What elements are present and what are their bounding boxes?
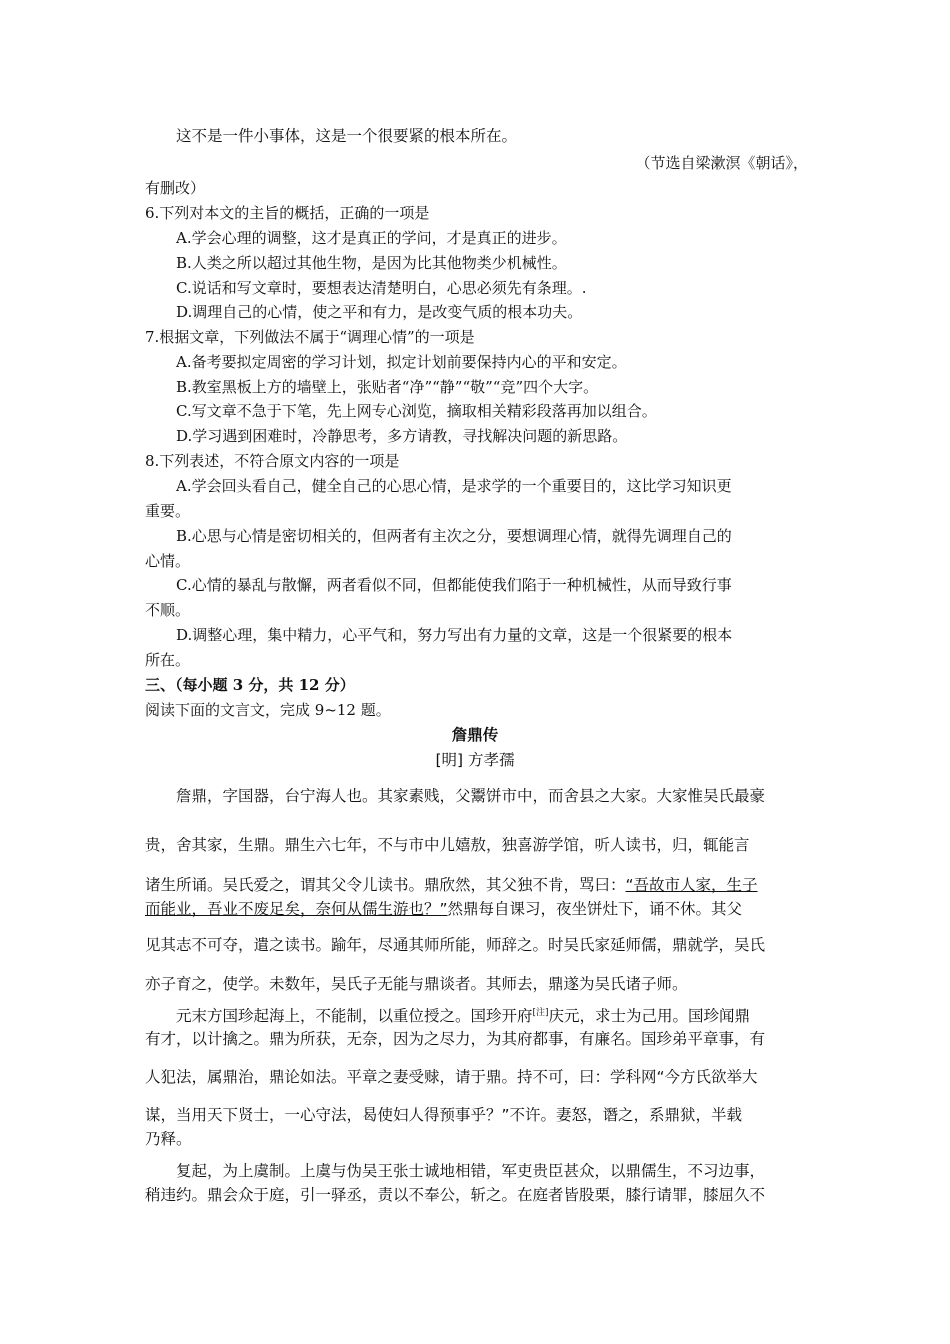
question-8-option-a-continued: 重要。 — [145, 502, 191, 520]
underlined-sentence: 而能业，吾业不废足矣，奈何从儒生游也？” — [145, 900, 448, 918]
question-6-stem: 6.下列对本文的主旨的概括，正确的一项是 — [145, 204, 430, 222]
question-8-stem: 8.下列表述，不符合原文内容的一项是 — [145, 452, 400, 470]
classical-text-line: 詹鼎，字国器，台宁海人也。其家素贱，父鬻饼市中，而舍县之大家。大家惟吴氏最豪 — [176, 787, 766, 805]
question-8-option-c: C.心情的暴乱与散懈，两者看似不同，但都能使我们陷于一种机械性，从而导致行事 — [176, 576, 732, 594]
classical-text-line: 亦子育之，使学。未数年，吴氏子无能与鼎谈者。其师去，鼎遂为吴氏诸子师。 — [145, 975, 688, 993]
footnote-marker: [注] — [532, 1008, 549, 1018]
classical-text-line: 谋，当用天下贤士，一心守法，曷使妇人得预事乎？”不许。妻怒，谮之，系鼎狱，半载 — [145, 1106, 743, 1124]
question-6-option-b: B.人类之所以超过其他生物，是因为比其他物类少机械性。 — [176, 254, 567, 272]
question-6-option-c: C.说话和写文章时，要想表达清楚明白，心思必须先有条理。. — [176, 279, 587, 297]
classical-text-segment: 诸生所诵。吴氏爱之，谓其父令儿读书。鼎欣然，其父独不肯，骂曰： — [145, 876, 626, 894]
classical-text-line: 稍违约。鼎会众于庭，引一驿丞，责以不奉公，斩之。在庭者皆股栗，膝行请罪，膝屈久不 — [145, 1186, 766, 1204]
question-8-option-b-continued: 心情。 — [145, 552, 191, 570]
passage-closing-line: 这不是一件小事体，这是一个很要紧的根本所在。 — [176, 127, 518, 145]
question-6-option-d: D.调理自己的心情，使之平和有力，是改变气质的根本功夫。 — [176, 303, 583, 321]
classical-text-segment: 然鼎每自课习，夜坐饼灶下，诵不休。其父 — [447, 900, 743, 918]
classical-text-line — [176, 1003, 750, 1026]
question-7-option-b: B.教室黑板上方的墙壁上，张贴者“净”“静”“敬”“竞”四个大字。 — [176, 378, 599, 396]
question-8-option-a: A.学会回头看自己，健全自己的心思心情，是求学的一个重要目的，这比学习知识更 — [176, 477, 732, 495]
question-8-option-b: B.心思与心情是密切相关的，但两者有主次之分，要想调理心情，就得先调理自己的 — [176, 527, 732, 545]
question-7-option-c: C.写文章不急于下笔，先上网专心浏览，摘取相关精彩段落再加以组合。 — [176, 402, 657, 420]
question-7-option-a: A.备考要拟定周密的学习计划，拟定计划前要保持内心的平和安定。 — [176, 353, 627, 371]
section-3-instruction: 阅读下面的文言文，完成 9~12 题。 — [145, 701, 391, 719]
classical-text-line: 乃释。 — [145, 1130, 192, 1148]
classical-text-line: 见其志不可夺，遣之读书。踰年，尽通其师所能，师辞之。时吴氏家延师儒，鼎就学，吴氏 — [145, 936, 766, 954]
classical-text-line: 人犯法，属鼎治，鼎论如法。平章之妻受赇，请于鼎。持不可，曰：学科网“今方氏欲举大 — [145, 1068, 758, 1086]
source-note: （节选自梁漱溟《朝话》， — [635, 154, 808, 172]
question-6-option-a: A.学会心理的调整，这才是真正的学问，才是真正的进步。 — [176, 229, 567, 247]
classical-text-segment: 庆元，求士为己用。国珍闻鼎 — [548, 1007, 751, 1025]
question-8-option-d: D.调整心理，集中精力，心平气和，努力写出有力量的文章，这是一个很紧要的根本 — [176, 626, 733, 644]
question-8-option-d-continued: 所在。 — [145, 651, 191, 669]
classical-text-segment: 元末方国珍起海上，不能制，以重位授之。国珍开府 — [176, 1007, 533, 1025]
classical-text-line — [145, 899, 742, 919]
classical-text-line — [145, 875, 758, 895]
classical-text-line: 复起，为上虞制。上虞与伪吴王张士诚地相错，军吏贵臣甚众，以鼎儒生，不习边事， — [176, 1162, 766, 1180]
classical-text-line: 贵，舍其家，生鼎。鼎生六七年，不与市中儿嬉敖，独喜游学馆，听人读书，归，辄能言 — [145, 836, 750, 854]
classical-text-line: 有才，以计擒之。鼎为所获，无奈，因为之尽力，为其府都事，有廉名。国珍弟平章事，有 — [145, 1030, 766, 1048]
text-title: 詹鼎传 — [451, 726, 499, 744]
section-3-heading: 三、（每小题 3 分，共 12 分） — [145, 676, 355, 694]
underlined-sentence: “吾故市人家，生子 — [625, 876, 758, 894]
question-7-stem: 7.根据文章，下列做法不属于“调理心情”的一项是 — [145, 328, 475, 346]
source-note-continued: 有删改） — [145, 179, 206, 197]
text-author: [明] 方孝孺 — [435, 751, 515, 769]
question-8-option-c-continued: 不顺。 — [145, 601, 191, 619]
question-7-option-d: D.学习遇到困难时，冷静思考，多方请教，寻找解决问题的新思路。 — [176, 427, 628, 445]
